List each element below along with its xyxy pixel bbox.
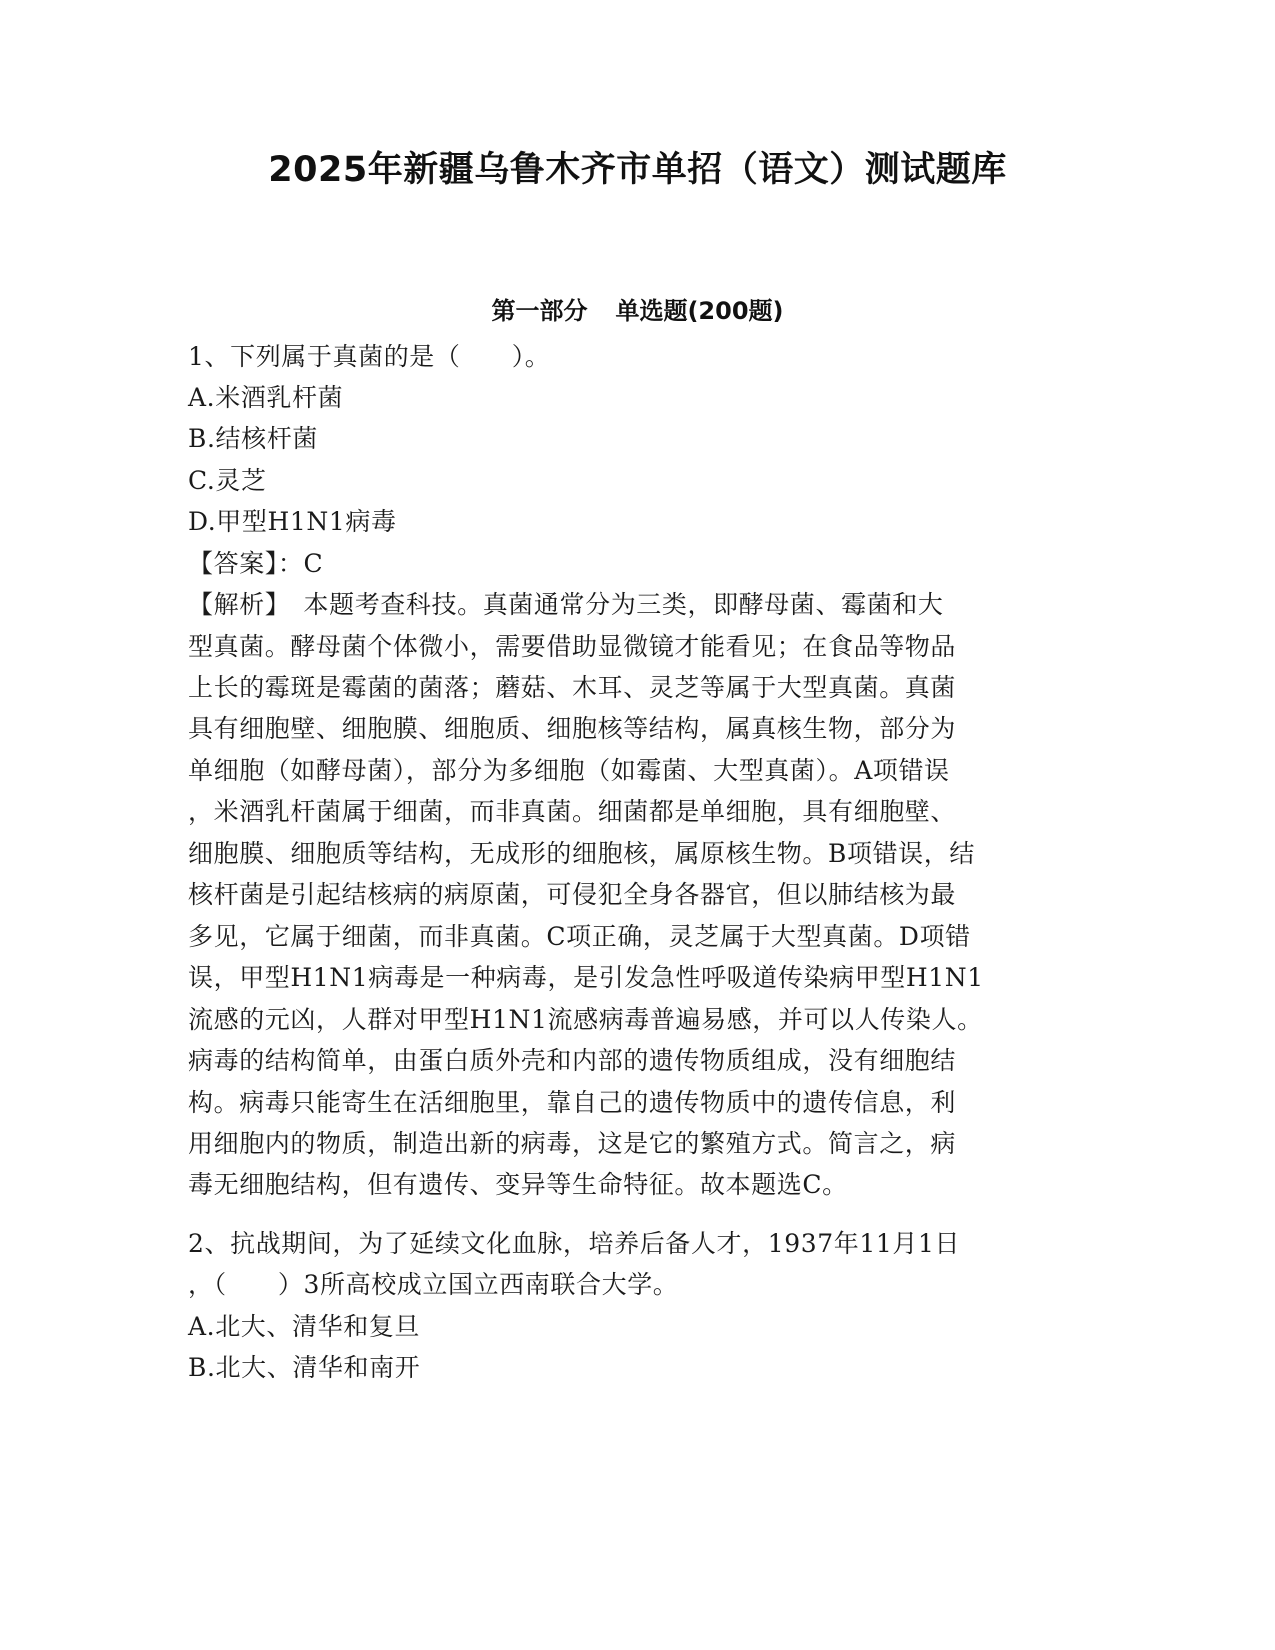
question-1-answer: 【答案】：C bbox=[188, 549, 324, 578]
section-name: 单选题(200题) bbox=[615, 297, 784, 325]
question-1-analysis-line: 构。病毒只能寄生在活细胞里，靠自己的遗传物质中的遗传信息，利 bbox=[188, 1088, 957, 1117]
question-1-analysis-line: 多见，它属于细菌，而非真菌。C项正确，灵芝属于大型真菌。D项错 bbox=[188, 922, 971, 951]
question-1-analysis-line: 上长的霉斑是霉菌的菌落；蘑菇、木耳、灵芝等属于大型真菌。真菌 bbox=[188, 673, 957, 702]
question-1-analysis-line: 型真菌。酵母菌个体微小，需要借助显微镜才能看见；在食品等物品 bbox=[188, 632, 957, 661]
section-heading bbox=[0, 291, 1275, 326]
question-2-option-a: A.北大、清华和复旦 bbox=[188, 1312, 421, 1341]
question-2-stem-line: 2、抗战期间，为了延续文化血脉，培养后备人才，1937年11月1日 bbox=[188, 1229, 961, 1258]
question-1-analysis-line: 细胞膜、细胞质等结构，无成形的细胞核，属原核生物。B项错误，结 bbox=[188, 839, 975, 868]
question-1-analysis-line: 误，甲型H1N1病毒是一种病毒，是引发急性呼吸道传染病甲型H1N1 bbox=[188, 963, 984, 992]
question-1-analysis-line: 用细胞内的物质，制造出新的病毒，这是它的繁殖方式。简言之，病 bbox=[188, 1129, 957, 1158]
question-1-analysis-line: ，米酒乳杆菌属于细菌，而非真菌。细菌都是单细胞，具有细胞壁、 bbox=[188, 797, 957, 826]
question-1-stem: 1、下列属于真菌的是（ ）。 bbox=[188, 342, 551, 371]
document-title: 2025年新疆乌鲁木齐市单招（语文）测试题库 bbox=[268, 150, 1007, 190]
question-1-analysis-line: 毒无细胞结构，但有遗传、变异等生命特征。故本题选C。 bbox=[188, 1170, 848, 1199]
question-1-analysis-line: 病毒的结构简单，由蛋白质外壳和内部的遗传物质组成，没有细胞结 bbox=[188, 1046, 957, 1075]
question-1-analysis-line: 流感的元凶，人群对甲型H1N1流感病毒普遍易感，并可以人传染人。 bbox=[188, 1005, 983, 1034]
question-1-option-d: D.甲型H1N1病毒 bbox=[188, 507, 397, 536]
question-1-option-a: A.米酒乳杆菌 bbox=[188, 383, 344, 412]
question-1-analysis-line: 核杆菌是引起结核病的病原菌，可侵犯全身各器官，但以肺结核为最 bbox=[188, 880, 957, 909]
section-part: 第一部分 bbox=[491, 297, 588, 325]
question-1-option-c: C.灵芝 bbox=[188, 466, 267, 495]
question-1-analysis-line: 【解析】 本题考查科技。真菌通常分为三类，即酵母菌、霉菌和大 bbox=[188, 590, 944, 619]
question-2-option-b: B.北大、清华和南开 bbox=[188, 1353, 421, 1382]
question-2-stem-line: ，（ ）3所高校成立国立西南联合大学。 bbox=[188, 1270, 679, 1299]
question-1-analysis-line: 单细胞（如酵母菌），部分为多细胞（如霉菌、大型真菌）。A项错误 bbox=[188, 756, 950, 785]
question-1-option-b: B.结核杆菌 bbox=[188, 424, 318, 453]
question-1-analysis-line: 具有细胞壁、细胞膜、细胞质、细胞核等结构，属真核生物，部分为 bbox=[188, 714, 957, 743]
